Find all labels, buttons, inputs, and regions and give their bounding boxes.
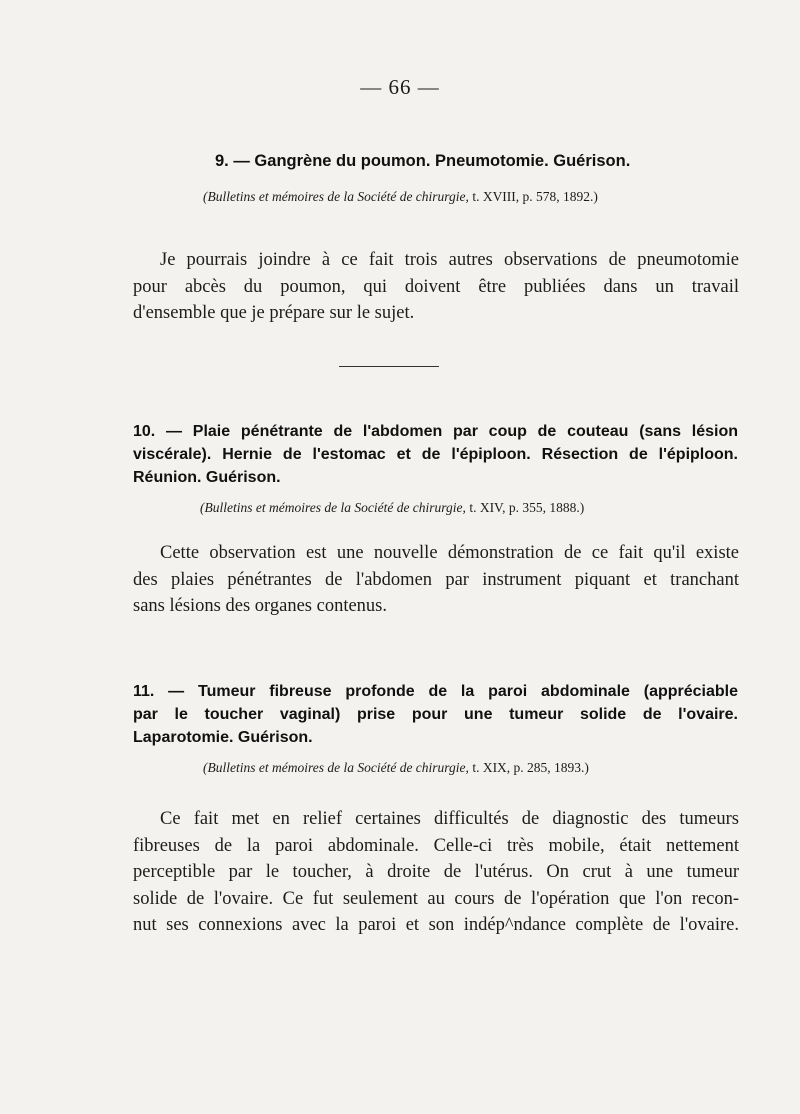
section-11-paragraph [133, 806, 739, 939]
section-11-source [203, 760, 589, 776]
paragraph-line: fibreuses de la paroi abdominale. Celle-ci très mobile, était nettement [133, 835, 739, 856]
section-9-source [203, 189, 598, 205]
paragraph-line: Cette observation est une nouvelle démonstration de ce fait qu'il existe [160, 543, 739, 563]
section-11-title [133, 680, 738, 749]
title-line: 10. — Plaie pénétrante de l'abdomen par coup de couteau (sans lésion [133, 423, 738, 440]
paragraph-line: pour abcès du poumon, qui doivent être publiées dans un travail [133, 276, 739, 297]
title-line: Réunion. Guérison. [133, 469, 281, 486]
section-10-paragraph [133, 540, 739, 620]
paragraph-line: solide de l'ovaire. Ce fut seulement au cours de l'opération que l'on recon- [133, 888, 739, 909]
section-9-paragraph [133, 247, 739, 327]
title-line: 11. — Tumeur fibreuse profonde de la paroi abdominale (appréciable [133, 683, 738, 700]
section-10-source [200, 500, 584, 516]
source-journal: (Bulletins et mémoires de la Société de chirurgie, [203, 189, 473, 204]
bleed-through [210, 140, 214, 156]
paragraph-line: des plaies pénétrantes de l'abdomen par instrument piquant et tranchant [133, 569, 739, 590]
section-9-title: 9. — Gangrène du poumon. Pneumotomie. Guérison. [215, 152, 631, 170]
source-reference: t. XVIII, p. 578, 1892.) [472, 189, 598, 204]
paragraph-line: sans lésions des organes contenus. [133, 596, 387, 616]
source-reference: t. XIX, p. 285, 1893.) [472, 760, 589, 775]
paragraph-line: d'ensemble que je prépare sur le sujet. [133, 303, 415, 323]
paragraph-line: nut ses connexions avec la paroi et son indép^ndance complète de l'ovaire. [133, 915, 739, 935]
paragraph-line: Ce fait met en relief certaines difficultés de diagnostic des tumeurs [160, 809, 739, 829]
section-10-title [133, 420, 738, 489]
page-number: — 66 — [360, 75, 440, 99]
paragraph-line: perceptible par le toucher, à droite de l'utérus. On crut à une tumeur [133, 862, 739, 882]
source-journal: (Bulletins et mémoires de la Société de chirurgie, [200, 500, 470, 515]
source-reference: t. XIV, p. 355, 1888.) [469, 500, 585, 515]
title-line: Laparotomie. Guérison. [133, 729, 313, 746]
paragraph-line: Je pourrais joindre à ce fait trois autres observations de pneumotomie [160, 250, 739, 270]
title-line: viscérale). Hernie de l'estomac et de l'épiploon. Résection de l'épiploon. [133, 446, 738, 463]
source-journal: (Bulletins et mémoires de la Société de chirurgie, [203, 760, 473, 775]
title-line: par le toucher vaginal) prise pour une tumeur solide de l'ovaire. [133, 706, 738, 723]
section-divider [339, 366, 439, 367]
